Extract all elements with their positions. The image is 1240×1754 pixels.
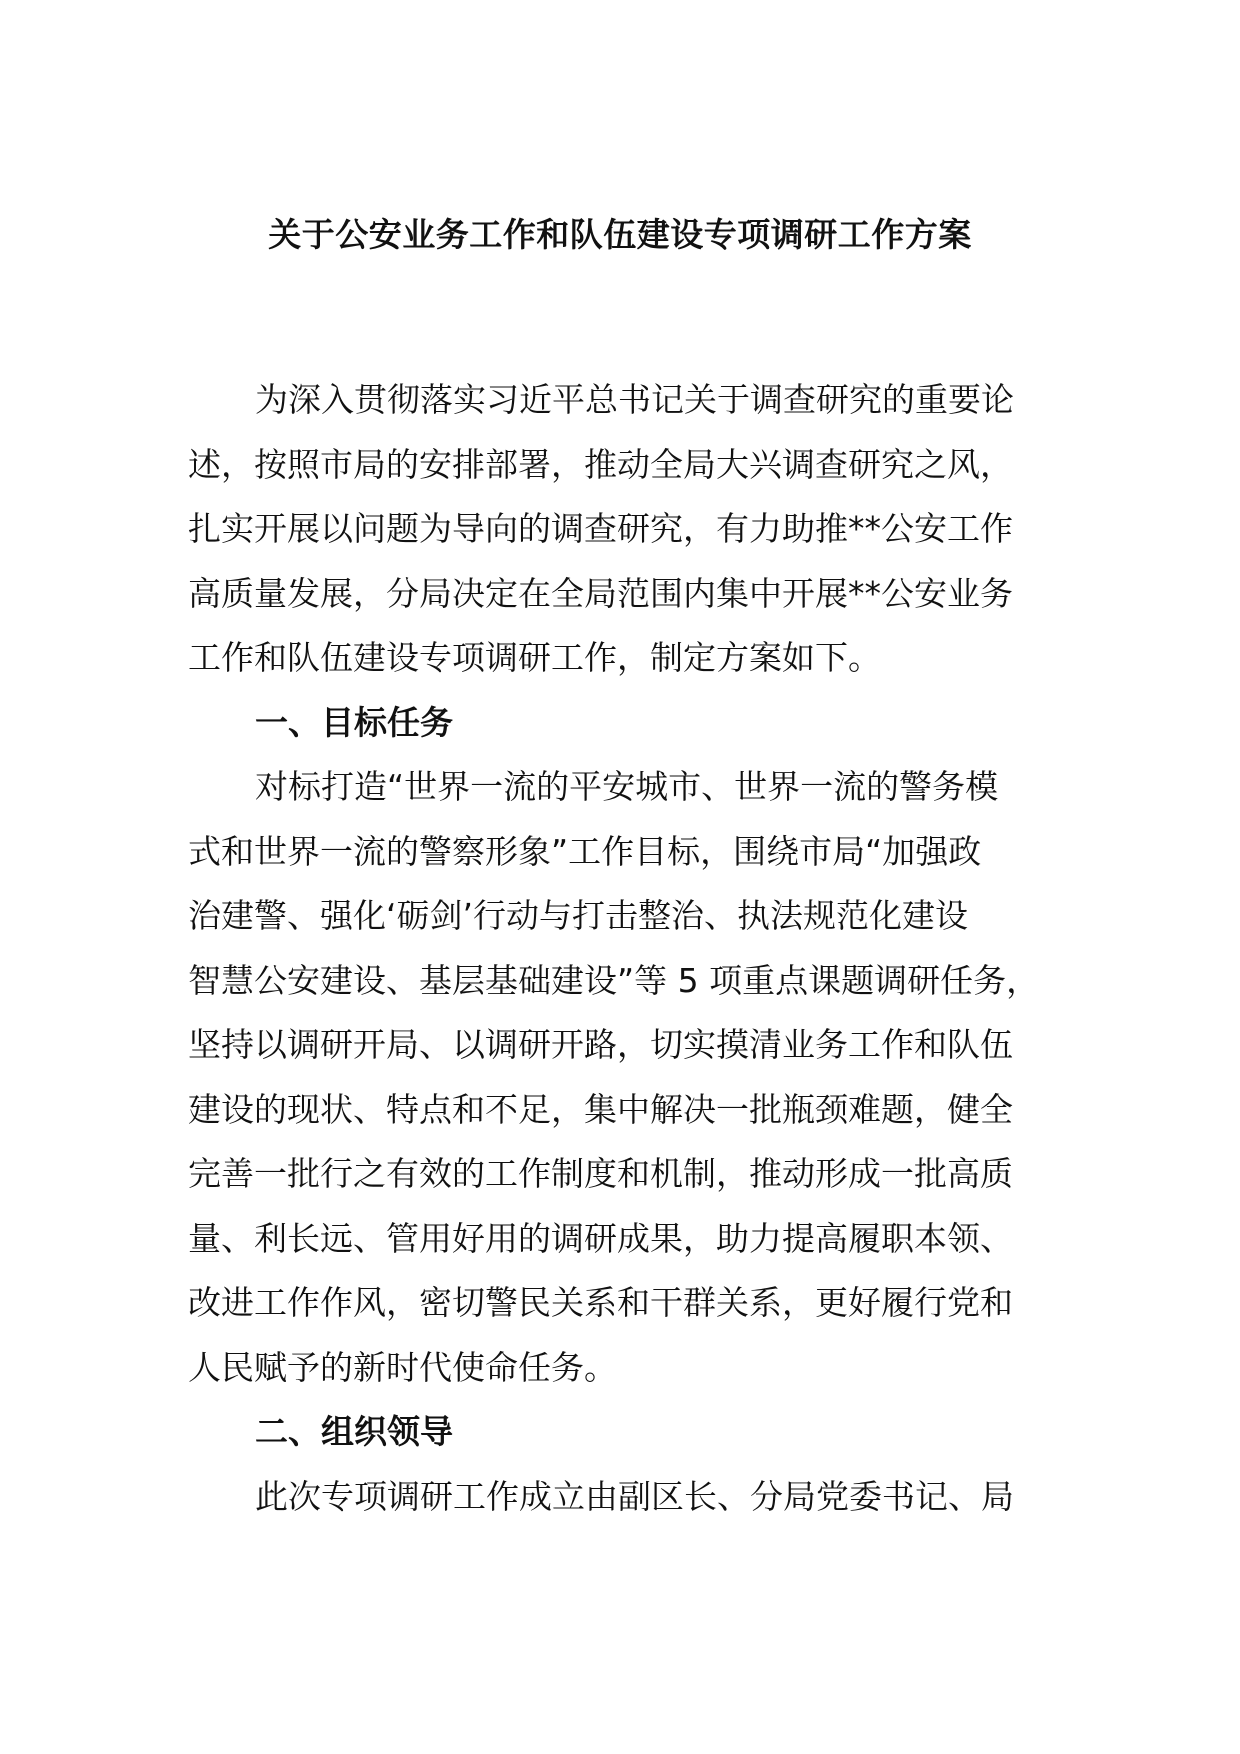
paragraph-line: 完善一批行之有效的工作制度和机制，推动形成一批高质 bbox=[188, 1154, 1013, 1193]
paragraph-line: 坚持以调研开局、以调研开路，切实摸清业务工作和队伍 bbox=[188, 1025, 1013, 1064]
section-heading-leadership: 二、组织领导 bbox=[255, 1412, 453, 1451]
paragraph-line: 此次专项调研工作成立由副区长、分局党委书记、局 bbox=[255, 1476, 1014, 1516]
paragraph-line: 为深入贯彻落实习近平总书记关于调查研究的重要论 bbox=[255, 380, 1014, 419]
document-body bbox=[188, 368, 1078, 1529]
paragraph-line: 智慧公安建设、基层基础建设”等 5 项重点课题调研任务， bbox=[188, 960, 1040, 1000]
paragraph-line: 工作和队伍建设专项调研工作，制定方案如下。 bbox=[188, 638, 881, 677]
paragraph-line: 高质量发展，分局决定在全局范围内集中开展**公安业务 bbox=[188, 573, 1013, 613]
paragraph-line: 建设的现状、特点和不足，集中解决一批瓶颈难题，健全 bbox=[188, 1089, 1013, 1129]
paragraph-line: 述，按照市局的安排部署，推动全局大兴调查研究之风， bbox=[188, 444, 1013, 484]
paragraph-line: 式和世界一流的警察形象”工作目标，围绕市局“加强政 bbox=[188, 831, 982, 871]
paragraph-line: 人民赋予的新时代使命任务。 bbox=[188, 1347, 617, 1387]
document-title: 关于公安业务工作和队伍建设专项调研工作方案 bbox=[268, 215, 972, 254]
paragraph-line: 改进工作作风，密切警民关系和干群关系，更好履行党和 bbox=[188, 1283, 1013, 1322]
paragraph-line: 扎实开展以问题为导向的调查研究，有力助推**公安工作 bbox=[188, 509, 1013, 548]
paragraph-line: 量、利长远、管用好用的调研成果，助力提高履职本领、 bbox=[188, 1218, 1013, 1258]
paragraph-line: 治建警、强化‘砺剑’行动与打击整治、执法规范化建设 bbox=[188, 896, 968, 935]
paragraph-line: 对标打造“世界一流的平安城市、世界一流的警务模 bbox=[255, 767, 999, 806]
section-heading-objectives: 一、目标任务 bbox=[255, 702, 453, 742]
